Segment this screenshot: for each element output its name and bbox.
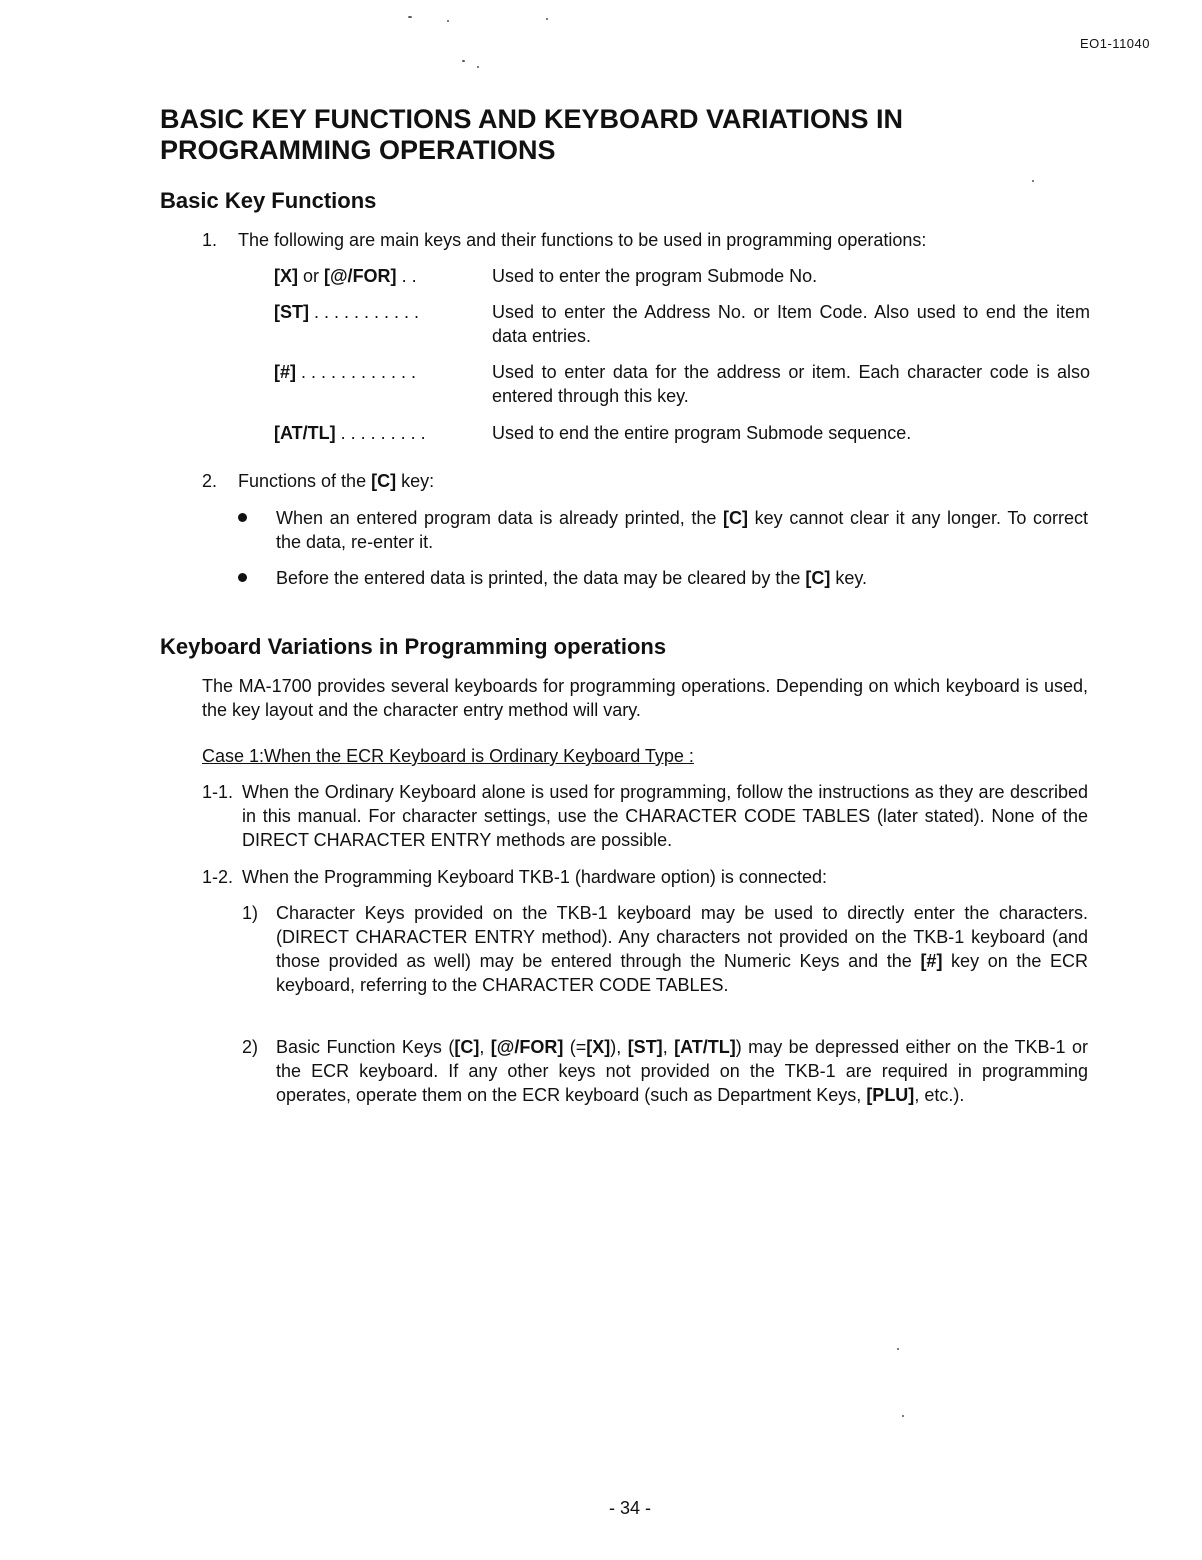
scan-speck: [1032, 180, 1034, 182]
paragraph-1-1: When the Ordinary Keyboard alone is used for programming, follow the instructions as they are described in this manual. For character settings, use the CHARACTER CODE TABLES (later stated). None of the DIRECT CHARACTER ENTRY methods are possible.: [242, 782, 1088, 850]
item-number-1: 1.: [202, 230, 218, 250]
key-name: [AT/TL] . . . . . . . . .: [274, 423, 426, 443]
key-description: Used to enter the Address No. or Item Code. Also used to end the item data entries.: [492, 302, 1090, 346]
bullet-icon: [238, 573, 247, 582]
bullet-text: When an entered program data is already printed, the [C] key cannot clear it any longer. To correct the data, re-enter it.: [276, 508, 1088, 552]
item-number-2: 2.: [202, 471, 218, 491]
scan-speck: [408, 16, 412, 18]
item-1-text: The following are main keys and their functions to be used in programming operations:: [238, 230, 927, 250]
scan-speck: [546, 18, 548, 20]
scan-speck: [447, 20, 449, 22]
scan-speck: [902, 1415, 904, 1417]
document-id: EO1-11040: [1079, 36, 1150, 51]
item-2-text: Functions of the [C] key:: [238, 471, 435, 491]
paragraph-label-1-1: 1-1.: [202, 782, 234, 802]
scan-speck: [462, 60, 465, 62]
sub-item-label-1: 1): [242, 903, 259, 923]
sub-item-2-text: Basic Function Keys ([C], [@/FOR] (=[X]), [ST], [AT/TL]) may be depressed either on the TKB-1 or the ECR keyboard. If any other keys not provided on the TKB-1 are required in programming operates, operate them on the ECR keyboard (such as Department Keys, [PLU], etc.).: [276, 1037, 1088, 1105]
sub-item-label-2: 2): [242, 1037, 259, 1057]
key-description: Used to enter data for the address or item. Each character code is also entered through this key.: [492, 362, 1090, 406]
case-1-heading: Case 1:When the ECR Keyboard is Ordinary Keyboard Type :: [202, 746, 694, 766]
page-number: - 34 -: [608, 1498, 651, 1518]
section-2-intro: The MA-1700 provides several keyboards for programming operations. Depending on which keyboard is used, the key layout and the character entry method will vary.: [202, 676, 1088, 720]
page-title: BASIC KEY FUNCTIONS AND KEYBOARD VARIATIONS IN PROGRAMMING OPERATIONS: [160, 104, 904, 165]
scan-speck: [477, 66, 479, 68]
key-name: [#] . . . . . . . . . . . .: [274, 362, 417, 382]
bullet-text: Before the entered data is printed, the data may be cleared by the [C] key.: [276, 568, 868, 588]
scan-speck: [897, 1348, 899, 1350]
paragraph-1-2: When the Programming Keyboard TKB-1 (hardware option) is connected:: [242, 867, 827, 887]
bullet-icon: [238, 513, 247, 522]
paragraph-label-1-2: 1-2.: [202, 867, 234, 887]
key-name: [ST] . . . . . . . . . . .: [274, 302, 420, 322]
key-description: Used to enter the program Submode No.: [492, 266, 818, 286]
sub-item-1-text: Character Keys provided on the TKB-1 keyboard may be used to directly enter the characters. (DIRECT CHARACTER ENTRY method). Any characters not provided on the TKB-1 keyboard (and those provided as well) may be entered through the Numeric Keys and the [#] key on the ECR keyboard, referring to the CHARACTER CODE TABLES.: [276, 903, 1088, 995]
section-heading-basic-key-functions: Basic Key Functions: [160, 188, 377, 213]
key-name: [X] or [@/FOR] . .: [274, 266, 417, 286]
key-description: Used to end the entire program Submode sequence.: [492, 423, 912, 443]
section-heading-keyboard-variations: Keyboard Variations in Programming operations: [160, 634, 667, 659]
